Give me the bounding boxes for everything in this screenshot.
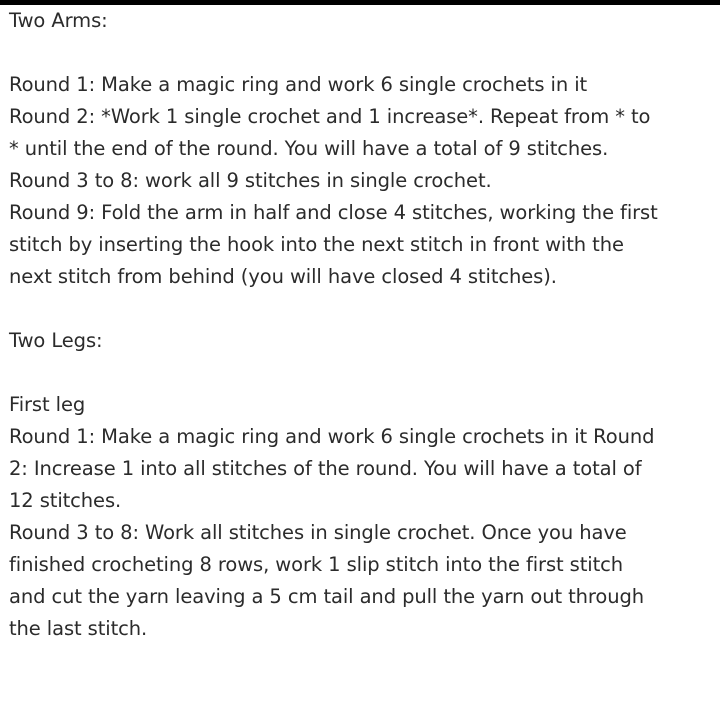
legs-line: Round 3 to 8: Work all stitches in single crochet. Once you have [9,521,627,544]
legs-line: finished crocheting 8 rows, work 1 slip stitch into the first stitch [9,553,624,576]
arms-heading: Two Arms: [9,9,108,32]
spacer [9,357,714,389]
legs-heading: Two Legs: [9,329,103,352]
arms-line: Round 1: Make a magic ring and work 6 single crochets in it [9,73,588,96]
arms-line: * until the end of the round. You will have a total of 9 stitches. [9,137,609,160]
arms-line: Round 3 to 8: work all 9 stitches in single crochet. [9,169,492,192]
arms-line: stitch by inserting the hook into the next stitch in front with the [9,233,624,256]
spacer [9,293,714,325]
legs-line: and cut the yarn leaving a 5 cm tail and pull the yarn out through [9,585,645,608]
legs-line: the last stitch. [9,617,148,640]
legs-line: 2: Increase 1 into all stitches of the round. You will have a total of [9,457,642,480]
legs-line: 12 stitches. [9,489,122,512]
legs-line: Round 1: Make a magic ring and work 6 single crochets in it Round [9,425,655,448]
first-leg-subheading: First leg [9,393,86,416]
arms-line: Round 9: Fold the arm in half and close 4 stitches, working the first [9,201,658,224]
spacer [9,37,714,69]
arms-line: next stitch from behind (you will have closed 4 stitches). [9,265,557,288]
arms-line: Round 2: *Work 1 single crochet and 1 increase*. Repeat from * to [9,105,651,128]
pattern-document [9,5,714,645]
